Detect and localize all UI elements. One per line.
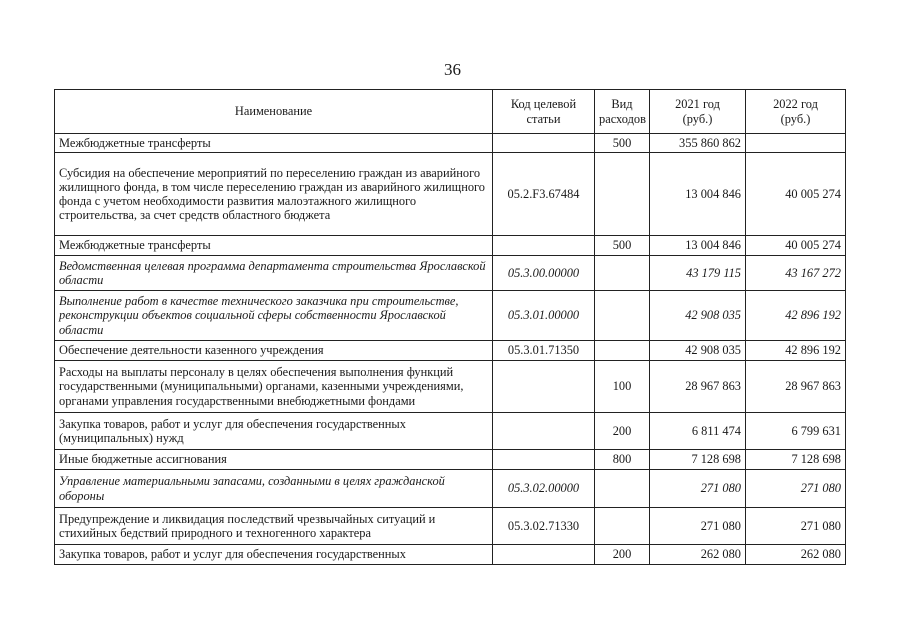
row-2022: 43 167 272 [746,256,846,291]
page-number: 36 [444,60,461,79]
row-2021: 262 080 [650,545,746,565]
row-code: 05.2.F3.67484 [493,153,595,236]
row-code: 05.3.01.71350 [493,341,595,361]
row-vid: 200 [595,545,650,565]
table-row [55,361,846,413]
row-name: Закупка товаров, работ и услуг для обеспечения государственных [55,545,493,565]
row-vid [595,341,650,361]
row-code [493,361,595,413]
row-2021: 6 811 474 [650,413,746,450]
row-name: Выполнение работ в качестве технического заказчика при строительстве, реконструкции объектов социальной сферы собственности Ярославской области [55,291,493,341]
row-vid: 500 [595,236,650,256]
row-2021: 13 004 846 [650,153,746,236]
table-row [55,413,846,450]
row-name: Управление материальными запасами, созданными в целях гражданской обороны [55,470,493,508]
row-code: 05.3.02.00000 [493,470,595,508]
table-row [55,341,846,361]
row-name: Межбюджетные трансферты [55,236,493,256]
row-2021: 13 004 846 [650,236,746,256]
row-2022: 7 128 698 [746,450,846,470]
row-2021: 42 908 035 [650,341,746,361]
row-2022: 42 896 192 [746,291,846,341]
header-vid: Вид расходов [595,90,650,134]
row-vid [595,470,650,508]
header-code: Код целевой статьи [493,90,595,134]
row-2022: 40 005 274 [746,236,846,256]
header-2021: 2021 год (руб.) [650,90,746,134]
table-row [55,470,846,508]
row-vid [595,508,650,545]
table-row [55,236,846,256]
row-2022: 6 799 631 [746,413,846,450]
header-name: Наименование [55,90,493,134]
row-code [493,134,595,153]
row-2021: 43 179 115 [650,256,746,291]
row-vid: 500 [595,134,650,153]
row-code [493,545,595,565]
row-name: Иные бюджетные ассигнования [55,450,493,470]
table-row [55,134,846,153]
header-2022: 2022 год (руб.) [746,90,846,134]
row-vid [595,291,650,341]
table-row [55,256,846,291]
table-row [55,153,846,236]
row-2022 [746,134,846,153]
row-2022: 271 080 [746,508,846,545]
row-2021: 7 128 698 [650,450,746,470]
row-2021: 28 967 863 [650,361,746,413]
table-header-row [55,90,846,134]
row-2022: 271 080 [746,470,846,508]
row-name: Расходы на выплаты персоналу в целях обеспечения выполнения функций государственными (муниципальными) органами, казенными учреждениями, органами управления государственными внебюджетными фондами [55,361,493,413]
row-2022: 262 080 [746,545,846,565]
table-row [55,450,846,470]
row-vid: 800 [595,450,650,470]
row-code: 05.3.00.00000 [493,256,595,291]
row-2022: 28 967 863 [746,361,846,413]
row-code: 05.3.02.71330 [493,508,595,545]
row-name: Ведомственная целевая программа департамента строительства Ярославской области [55,256,493,291]
row-2021: 42 908 035 [650,291,746,341]
row-vid [595,256,650,291]
budget-table [54,89,846,565]
table-row [55,545,846,565]
row-vid: 200 [595,413,650,450]
row-name: Закупка товаров, работ и услуг для обеспечения государственных (муниципальных) нужд [55,413,493,450]
row-2022: 42 896 192 [746,341,846,361]
row-2021: 271 080 [650,470,746,508]
row-code [493,413,595,450]
row-vid: 100 [595,361,650,413]
row-2022: 40 005 274 [746,153,846,236]
row-vid [595,153,650,236]
table-row [55,508,846,545]
table-row [55,291,846,341]
row-code [493,450,595,470]
row-code [493,236,595,256]
row-2021: 271 080 [650,508,746,545]
row-2021: 355 860 862 [650,134,746,153]
row-code: 05.3.01.00000 [493,291,595,341]
row-name: Субсидия на обеспечение мероприятий по переселению граждан из аварийного жилищного фонда, в том числе переселению граждан из аварийного жилищного фонда с учетом необходимости развития малоэтажного жилищного строительства, за счет средств областного бюджета [55,153,493,236]
row-name: Обеспечение деятельности казенного учреждения [55,341,493,361]
row-name: Предупреждение и ликвидация последствий чрезвычайных ситуаций и стихийных бедствий природного и техногенного характера [55,508,493,545]
row-name: Межбюджетные трансферты [55,134,493,153]
